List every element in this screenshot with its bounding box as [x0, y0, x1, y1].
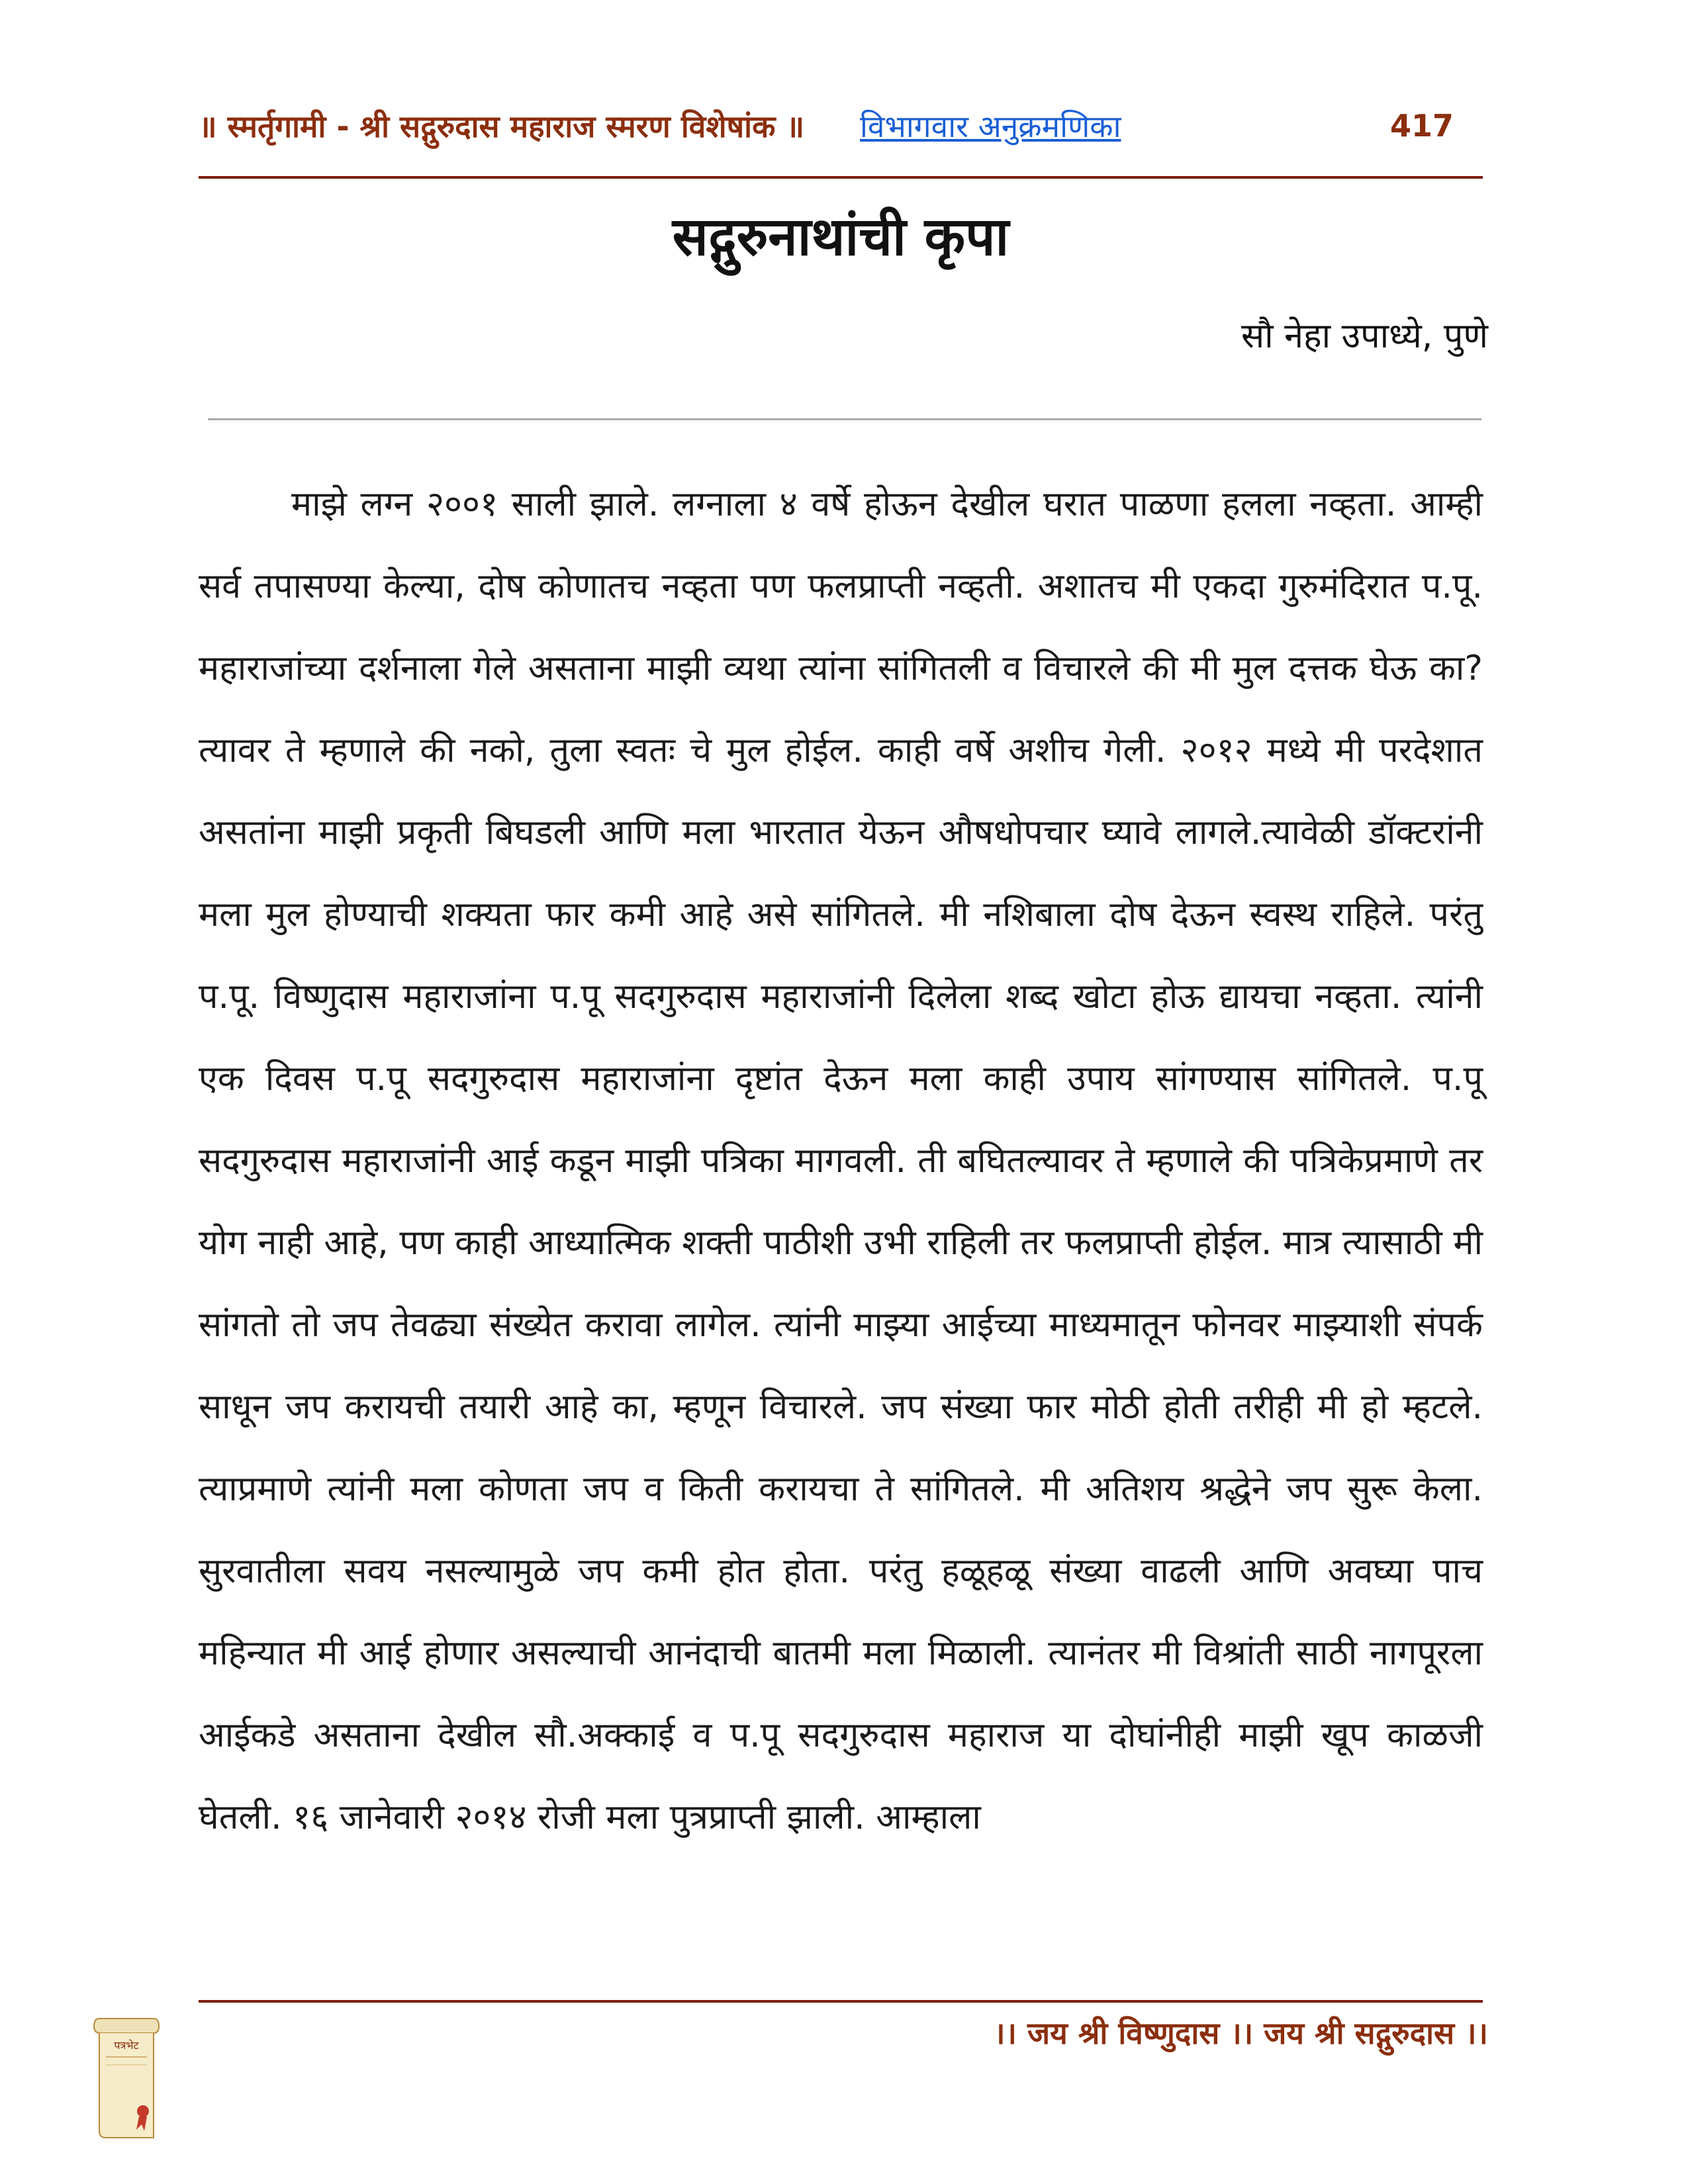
article-title: सद्गुरुनाथांची कृपा [672, 206, 1009, 267]
title-divider [208, 418, 1481, 420]
article-body [199, 463, 1483, 1858]
patrabhet-scroll-logo [90, 2012, 163, 2144]
body-paragraph: माझे लग्न २००१ साली झाले. लग्नाला ४ वर्षे होऊन देखील घरात पाळणा हलला नव्हता. आम्ही सर्व तपासण्या केल्या, दोष कोणातच नव्हता पण फलप्राप्ती नव्हती. अशातच मी एकदा गुरुमंदिरात प.पू. महाराजांच्या दर्शनाला गेले असताना माझी व्यथा त्यांना सांगितली व विचारले की मी मुल दत्तक घेऊ का? त्यावर ते म्हणाले की नको, तुला स्वतः चे मुल होईल. काही वर्षे अशीच गेली. २०१२ मध्ये मी परदेशात असतांना माझी प्रकृती बिघडली आणि मला भारतात येऊन औषधोपचार घ्यावे लागले.त्यावेळी डॉक्टरांनी मला मुल होण्याची शक्यता फार कमी आहे असे सांगितले. मी नशिबाला दोष देऊन स्वस्थ राहिले. परंतु प.पू. विष्णुदास महाराजांना प.पू सदगुरुदास महाराजांनी दिलेला शब्द खोटा होऊ द्यायचा नव्हता. त्यांनी एक दिवस प.पू सदगुरुदास महाराजांना दृष्टांत देऊन मला काही उपाय सांगण्यास सांगितले. प.पू सदगुरुदास महाराजांनी आई कडून माझी पत्रिका मागवली. ती बघितल्यावर ते म्हणाले की पत्रिकेप्रमाणे तर योग नाही आहे, पण काही आध्यात्मिक शक्ती पाठीशी उभी राहिली तर फलप्राप्ती होईल. मात्र त्यासाठी मी सांगतो तो जप तेवढ्या संख्येत करावा लागेल. त्यांनी माझ्या आईच्या माध्यमातून फोनवर माझ्याशी संपर्क साधून जप करायची तयारी आहे का, म्हणून विचारले. जप संख्या फार मोठी होती तरीही मी हो म्हटले. त्याप्रमाणे त्यांनी मला कोणता जप व किती करायचा ते सांगितले. मी अतिशय श्रद्धेने जप सुरू केला. सुरवातीला सवय नसल्यामुळे जप कमी होत होता. परंतु हळूहळू संख्या वाढली आणि अवघ्या पाच महिन्यात मी आई होणार असल्याची आनंदाची बातमी मला मिळाली. त्यानंतर मी विश्रांती साठी नागपूरला आईकडे असताना देखील सौ.अक्काई व प.पू सदगुरुदास महाराज या दोघांनीही माझी खूप काळजी घेतली. १६ जानेवारी २०१४ रोजी मला पुत्रप्राप्ती झाली. आम्हाला [199, 484, 1483, 1837]
footer-chant: ।। जय श्री विष्णुदास ।। जय श्री सद्गुरुदास ।। [994, 2015, 1488, 2051]
page-number: 417 [1390, 108, 1454, 144]
header-divider [199, 176, 1483, 179]
footer-divider [199, 2000, 1483, 2003]
page-header [199, 99, 1454, 152]
index-link[interactable]: विभागवार अनुक्रमणिका [860, 109, 1121, 144]
article-author: सौ नेहा उपाध्ये, पुणे [1241, 316, 1488, 356]
logo-text: पत्रभेट [114, 2039, 139, 2052]
series-title: ॥ स्मर्तृगामी - श्री सद्गुरुदास महाराज स्मरण विशेषांक ॥ [199, 109, 804, 144]
